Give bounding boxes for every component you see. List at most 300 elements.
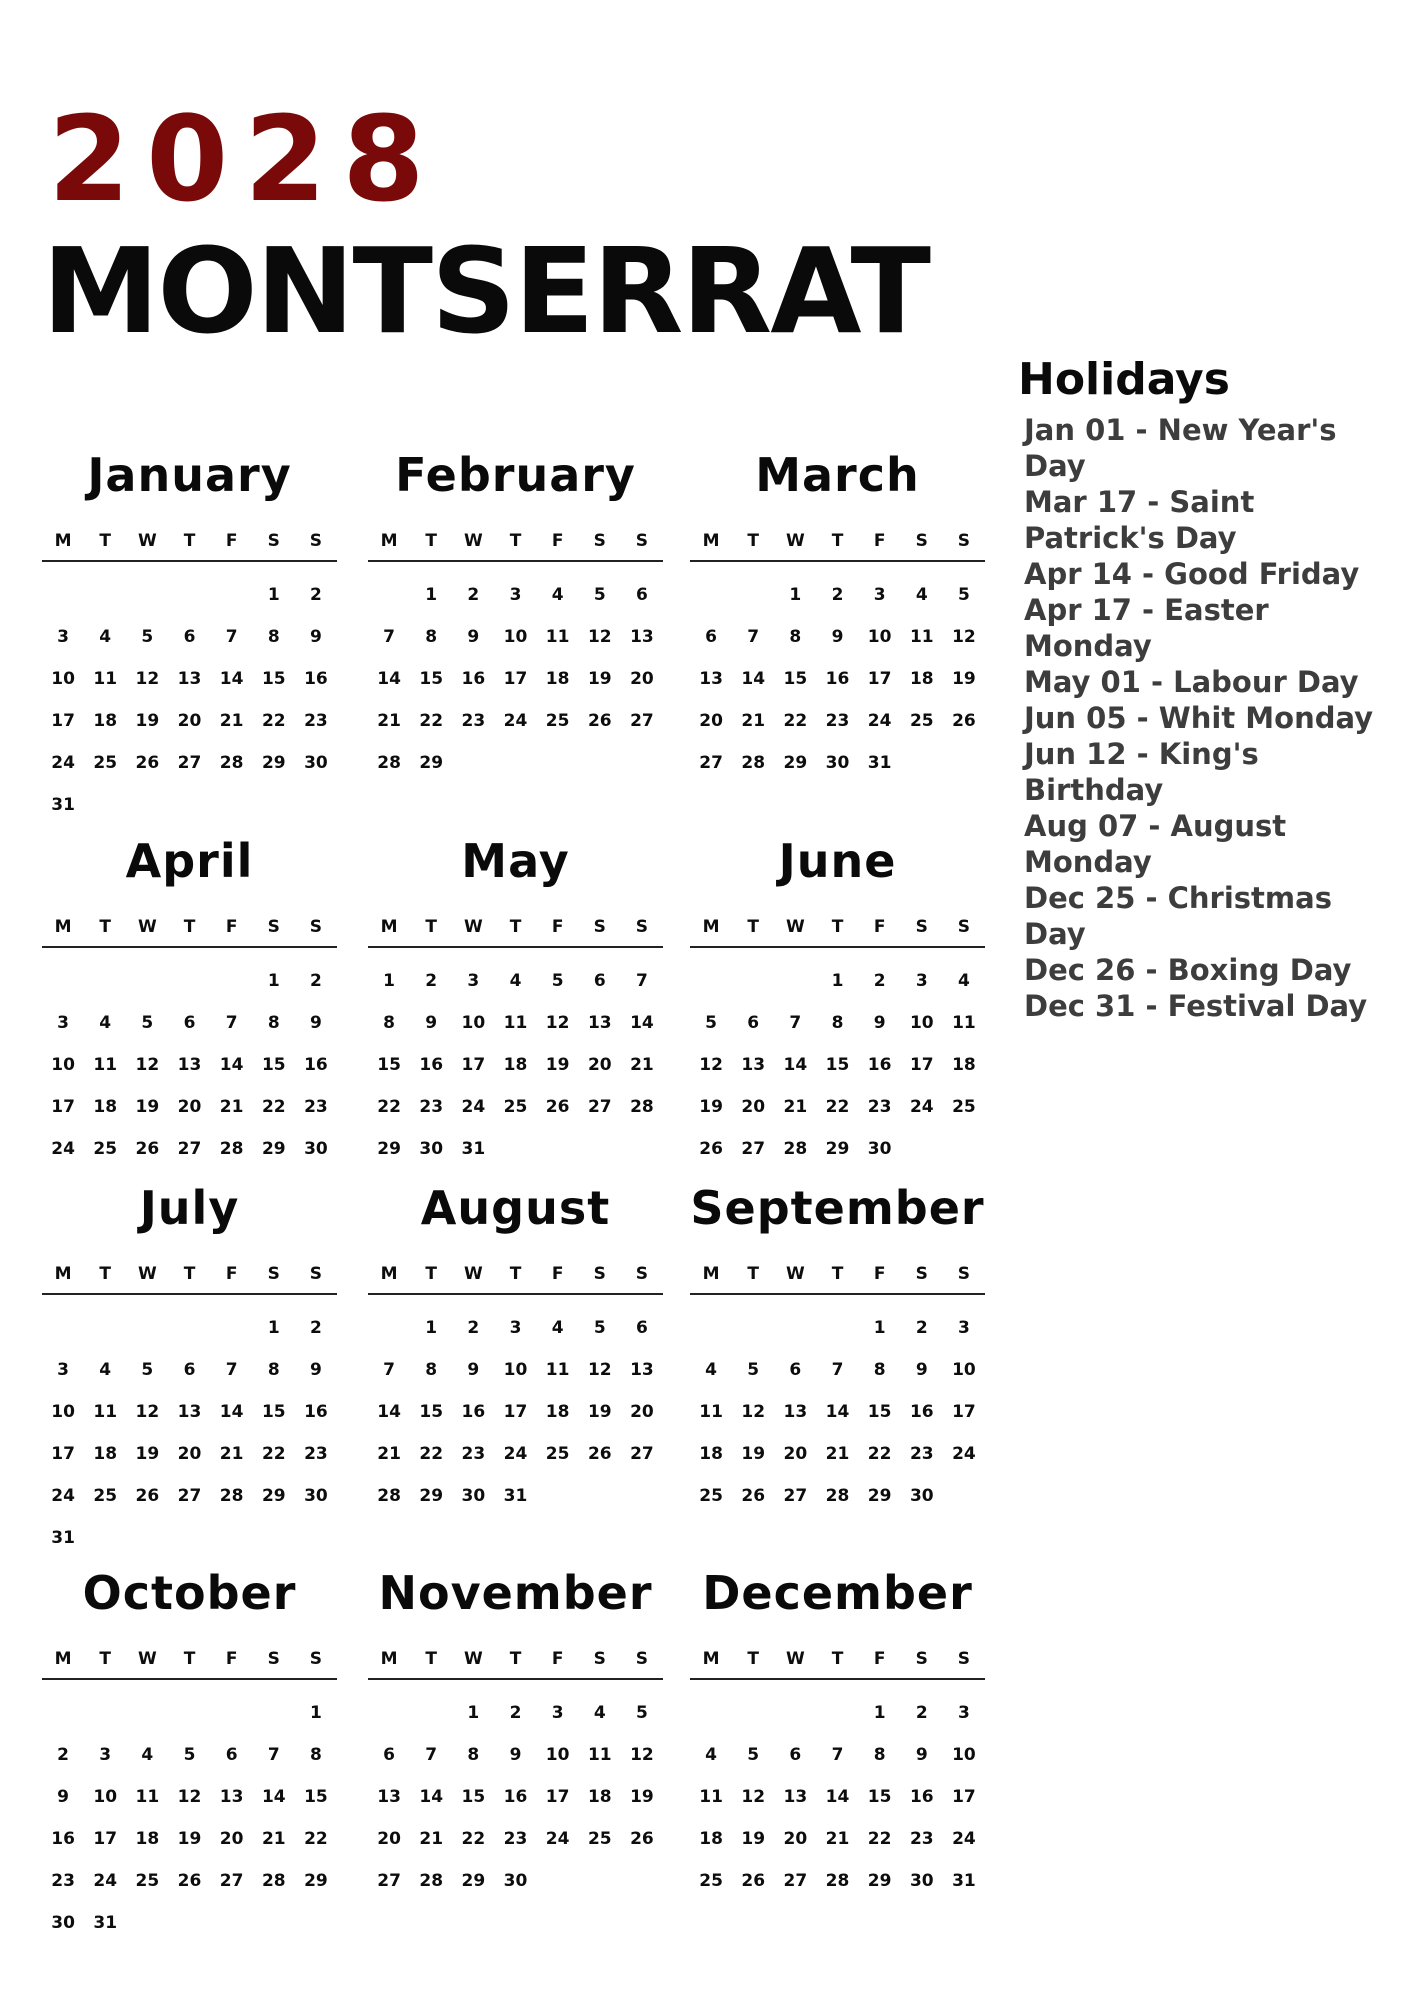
day-cell <box>537 1860 579 1902</box>
week-row <box>368 1818 663 1860</box>
day-cell: 29 <box>867 1871 892 1891</box>
day-cell: 23 <box>909 1444 934 1464</box>
week-row <box>368 742 663 784</box>
day-grid <box>368 960 663 1170</box>
day-cell: 31 <box>461 1139 486 1159</box>
day-cell: 2 <box>425 971 438 991</box>
holiday-item: Jun 05 - Whit Monday <box>1024 701 1374 735</box>
day-cell <box>84 574 126 616</box>
weekday-label: F <box>225 1264 238 1284</box>
day-cell <box>168 1692 210 1734</box>
day-cell: 4 <box>509 971 522 991</box>
weekday-label: S <box>915 917 928 937</box>
day-cell: 3 <box>57 1360 69 1380</box>
day-cell: 27 <box>377 1871 401 1891</box>
day-cell <box>452 742 494 784</box>
day-cell: 9 <box>915 1745 928 1765</box>
day-cell: 20 <box>699 711 723 731</box>
day-cell: 3 <box>915 971 928 991</box>
day-cell: 10 <box>545 1745 570 1765</box>
holiday-list <box>1024 412 1398 1024</box>
weekday-label: S <box>957 531 971 551</box>
day-cell: 18 <box>503 1055 528 1075</box>
day-cell <box>621 1860 663 1902</box>
holiday-item: May 01 - Labour Day <box>1024 665 1359 699</box>
calendar-year: 2028 <box>48 90 441 228</box>
day-cell: 9 <box>467 627 480 647</box>
week-row <box>42 1776 337 1818</box>
day-cell: 8 <box>873 1745 886 1765</box>
week-row <box>368 960 663 1002</box>
day-cell: 8 <box>267 627 280 647</box>
day-cell: 14 <box>377 1402 401 1422</box>
day-cell: 8 <box>425 1360 438 1380</box>
day-cell <box>774 1307 816 1349</box>
weekday-label: S <box>309 531 323 551</box>
day-cell <box>211 784 253 826</box>
day-cell <box>774 960 816 1002</box>
day-cell: 22 <box>419 1444 444 1464</box>
day-cell: 1 <box>789 585 802 605</box>
day-cell: 4 <box>593 1703 606 1723</box>
weekday-label: T <box>183 531 196 551</box>
day-cell: 27 <box>177 1486 202 1506</box>
day-cell <box>579 1860 621 1902</box>
month-name: July <box>139 1181 240 1235</box>
weekday-header <box>368 1648 663 1680</box>
day-cell: 6 <box>225 1745 238 1765</box>
weekday-label: F <box>873 917 886 937</box>
day-cell: 5 <box>593 585 606 605</box>
week-row <box>42 960 337 1002</box>
day-cell: 14 <box>419 1787 444 1807</box>
month-name: August <box>420 1181 611 1235</box>
day-cell: 12 <box>587 1360 612 1380</box>
week-row <box>690 1307 985 1349</box>
week-row <box>368 1349 663 1391</box>
day-cell <box>537 1128 579 1170</box>
weekday-label: T <box>425 1264 438 1284</box>
day-cell: 19 <box>135 1444 160 1464</box>
day-cell: 11 <box>93 669 118 689</box>
week-row <box>690 1818 985 1860</box>
holidays-title: Holidays <box>1018 354 1230 405</box>
weekday-label: W <box>137 1264 157 1284</box>
weekday-label: T <box>99 1264 112 1284</box>
day-cell: 17 <box>51 711 75 731</box>
weekday-header <box>368 916 663 948</box>
weekday-label: T <box>183 1649 196 1669</box>
day-cell <box>579 1128 621 1170</box>
day-cell: 27 <box>783 1486 808 1506</box>
day-cell: 29 <box>261 1486 286 1506</box>
day-cell: 8 <box>267 1360 280 1380</box>
day-cell: 28 <box>741 753 766 773</box>
weekday-label: M <box>380 531 398 551</box>
day-cell: 25 <box>952 1097 976 1117</box>
day-cell: 31 <box>51 795 75 815</box>
day-cell: 13 <box>587 1013 612 1033</box>
day-cell: 1 <box>267 585 280 605</box>
day-cell: 27 <box>219 1871 244 1891</box>
day-cell: 12 <box>135 669 160 689</box>
day-cell <box>295 1517 337 1559</box>
day-cell: 29 <box>261 1139 286 1159</box>
day-cell: 17 <box>867 669 892 689</box>
day-cell: 20 <box>219 1829 244 1849</box>
day-cell: 14 <box>783 1055 808 1075</box>
day-cell: 11 <box>545 627 570 647</box>
day-cell <box>579 742 621 784</box>
day-cell: 21 <box>825 1829 850 1849</box>
weekday-label: F <box>873 531 886 551</box>
day-cell: 25 <box>93 753 118 773</box>
holiday-item: Aug 07 - August Monday <box>1024 809 1287 879</box>
weekday-header <box>690 1263 985 1295</box>
day-cell: 9 <box>831 627 844 647</box>
day-cell: 19 <box>545 1055 570 1075</box>
day-cell <box>537 742 579 784</box>
day-cell: 16 <box>867 1055 892 1075</box>
day-cell <box>295 1902 337 1944</box>
day-cell: 25 <box>909 711 934 731</box>
day-cell: 18 <box>909 669 934 689</box>
day-cell: 18 <box>135 1829 160 1849</box>
weekday-label: M <box>380 1649 398 1669</box>
day-cell: 1 <box>425 1318 438 1338</box>
day-cell: 14 <box>630 1013 654 1033</box>
day-cell: 15 <box>377 1055 401 1075</box>
day-cell: 3 <box>957 1318 970 1338</box>
day-cell: 15 <box>419 1402 444 1422</box>
day-cell: 27 <box>177 1139 202 1159</box>
day-cell: 20 <box>377 1829 401 1849</box>
day-cell <box>42 960 84 1002</box>
day-cell: 12 <box>587 627 612 647</box>
day-cell: 10 <box>93 1787 118 1807</box>
weekday-header <box>42 530 337 562</box>
weekday-label: W <box>463 1264 483 1284</box>
day-cell: 8 <box>309 1745 322 1765</box>
day-cell: 17 <box>952 1402 976 1422</box>
weekday-label: S <box>309 1264 323 1284</box>
weekday-label: T <box>747 1264 760 1284</box>
day-cell: 23 <box>909 1829 934 1849</box>
week-row <box>42 1002 337 1044</box>
holiday-item: Apr 14 - Good Friday <box>1024 557 1360 591</box>
day-cell: 28 <box>825 1486 850 1506</box>
day-cell: 21 <box>261 1829 286 1849</box>
day-grid <box>368 1307 663 1517</box>
day-cell: 22 <box>783 711 808 731</box>
day-cell: 21 <box>219 1444 244 1464</box>
week-row <box>42 1517 337 1559</box>
day-cell: 29 <box>867 1486 892 1506</box>
week-row <box>42 742 337 784</box>
day-cell: 1 <box>309 1703 322 1723</box>
day-cell: 19 <box>741 1444 766 1464</box>
day-cell: 30 <box>909 1871 934 1891</box>
day-cell: 29 <box>825 1139 850 1159</box>
day-cell: 2 <box>309 585 322 605</box>
day-cell: 15 <box>261 669 286 689</box>
day-cell <box>621 742 663 784</box>
weekday-label: M <box>702 531 720 551</box>
weekday-label: S <box>635 1649 649 1669</box>
day-cell: 15 <box>304 1787 328 1807</box>
day-grid <box>690 574 985 784</box>
weekday-label: T <box>99 531 112 551</box>
day-cell: 12 <box>135 1402 160 1422</box>
day-cell: 9 <box>509 1745 522 1765</box>
day-cell <box>253 1692 295 1734</box>
week-row <box>690 616 985 658</box>
day-cell: 23 <box>304 711 328 731</box>
day-cell <box>42 1307 84 1349</box>
weekday-label: T <box>831 1649 844 1669</box>
weekday-label: W <box>785 1264 805 1284</box>
day-cell <box>211 574 253 616</box>
day-grid <box>368 574 663 784</box>
week-row <box>368 1307 663 1349</box>
day-cell: 15 <box>261 1055 286 1075</box>
day-cell: 24 <box>545 1829 570 1849</box>
day-cell: 24 <box>952 1829 976 1849</box>
day-cell: 26 <box>135 1486 160 1506</box>
day-cell: 22 <box>261 1097 286 1117</box>
weekday-header <box>42 1263 337 1295</box>
day-cell: 28 <box>783 1139 808 1159</box>
day-cell: 16 <box>503 1787 528 1807</box>
weekday-label: M <box>380 917 398 937</box>
day-cell <box>774 1692 816 1734</box>
day-cell: 4 <box>99 627 112 647</box>
day-grid <box>690 960 985 1170</box>
week-row <box>368 1433 663 1475</box>
day-cell: 14 <box>825 1402 850 1422</box>
day-cell: 23 <box>825 711 850 731</box>
day-cell: 4 <box>551 1318 564 1338</box>
day-cell: 8 <box>425 627 438 647</box>
day-cell: 14 <box>219 1055 244 1075</box>
weekday-label: S <box>309 917 323 937</box>
day-cell: 12 <box>699 1055 723 1075</box>
day-cell: 16 <box>304 1402 328 1422</box>
day-cell <box>253 1517 295 1559</box>
weekday-label: S <box>593 1264 606 1284</box>
day-cell: 19 <box>699 1097 723 1117</box>
day-cell: 1 <box>873 1703 886 1723</box>
day-cell: 23 <box>51 1871 75 1891</box>
day-cell: 17 <box>503 1402 528 1422</box>
day-cell: 3 <box>467 971 480 991</box>
week-row <box>42 1307 337 1349</box>
day-cell: 12 <box>630 1745 654 1765</box>
weekday-label: T <box>99 1649 112 1669</box>
day-cell <box>368 1692 410 1734</box>
day-cell: 5 <box>183 1745 196 1765</box>
day-cell <box>211 1517 253 1559</box>
day-cell: 20 <box>587 1055 612 1075</box>
day-cell: 17 <box>51 1097 75 1117</box>
day-cell: 8 <box>789 627 802 647</box>
week-row <box>690 960 985 1002</box>
day-cell: 15 <box>867 1787 892 1807</box>
day-cell: 24 <box>51 1139 75 1159</box>
week-row <box>690 574 985 616</box>
day-cell <box>690 960 732 1002</box>
week-row <box>42 1044 337 1086</box>
day-cell: 5 <box>747 1360 760 1380</box>
week-row <box>690 1044 985 1086</box>
day-cell: 12 <box>177 1787 202 1807</box>
day-cell: 27 <box>699 753 723 773</box>
week-row <box>42 1128 337 1170</box>
weekday-label: M <box>54 1649 72 1669</box>
day-cell: 7 <box>225 1360 238 1380</box>
day-cell: 9 <box>57 1787 69 1807</box>
day-cell: 25 <box>699 1871 723 1891</box>
weekday-label: S <box>957 917 971 937</box>
weekday-header <box>368 1263 663 1295</box>
day-cell: 19 <box>587 669 612 689</box>
weekday-label: W <box>785 917 805 937</box>
weekday-label: S <box>957 1649 971 1669</box>
day-cell: 4 <box>99 1013 112 1033</box>
day-cell: 9 <box>915 1360 928 1380</box>
day-cell: 24 <box>867 711 892 731</box>
day-cell: 3 <box>57 1013 69 1033</box>
week-row <box>368 574 663 616</box>
weekday-label: S <box>267 917 280 937</box>
day-cell: 9 <box>467 1360 480 1380</box>
day-cell: 27 <box>783 1871 808 1891</box>
day-cell <box>168 1307 210 1349</box>
day-cell: 15 <box>261 1402 286 1422</box>
week-row <box>690 1692 985 1734</box>
day-cell <box>943 1128 985 1170</box>
weekday-label: F <box>551 1649 564 1669</box>
day-cell: 19 <box>630 1787 654 1807</box>
day-cell: 13 <box>783 1787 808 1807</box>
day-cell: 31 <box>51 1528 75 1548</box>
day-cell <box>621 1475 663 1517</box>
day-cell: 8 <box>267 1013 280 1033</box>
day-cell: 10 <box>51 1055 75 1075</box>
day-cell: 11 <box>699 1787 723 1807</box>
day-cell: 17 <box>909 1055 934 1075</box>
week-row <box>368 1475 663 1517</box>
day-cell: 30 <box>461 1486 486 1506</box>
day-cell: 7 <box>225 1013 238 1033</box>
day-cell: 25 <box>93 1139 118 1159</box>
day-cell <box>295 784 337 826</box>
day-cell: 30 <box>304 753 328 773</box>
day-cell: 30 <box>304 1486 328 1506</box>
day-cell: 27 <box>630 711 654 731</box>
day-cell <box>579 1475 621 1517</box>
weekday-label: F <box>551 531 564 551</box>
day-cell: 26 <box>177 1871 202 1891</box>
weekday-label: T <box>509 1264 522 1284</box>
day-cell: 11 <box>135 1787 160 1807</box>
day-cell: 27 <box>741 1139 766 1159</box>
day-cell: 25 <box>545 711 570 731</box>
day-cell: 24 <box>909 1097 934 1117</box>
day-cell: 9 <box>309 627 322 647</box>
day-cell: 12 <box>135 1055 160 1075</box>
week-row <box>42 784 337 826</box>
day-cell: 30 <box>909 1486 934 1506</box>
day-cell: 22 <box>867 1444 892 1464</box>
day-cell: 10 <box>909 1013 934 1033</box>
day-cell: 24 <box>503 711 528 731</box>
day-cell: 8 <box>831 1013 844 1033</box>
day-cell: 30 <box>825 753 850 773</box>
day-cell: 23 <box>461 711 486 731</box>
day-cell: 7 <box>789 1013 802 1033</box>
month-name: September <box>690 1181 985 1235</box>
day-cell <box>168 1517 210 1559</box>
week-row <box>690 1349 985 1391</box>
day-grid <box>690 1692 985 1902</box>
day-cell: 2 <box>309 971 322 991</box>
day-cell: 25 <box>545 1444 570 1464</box>
day-cell: 15 <box>783 669 808 689</box>
day-cell: 8 <box>383 1013 395 1033</box>
week-row <box>42 1086 337 1128</box>
weekday-label: W <box>137 917 157 937</box>
day-cell: 12 <box>545 1013 570 1033</box>
day-cell <box>84 1692 126 1734</box>
weekday-label: F <box>551 917 564 937</box>
weekday-label: M <box>702 1649 720 1669</box>
week-row <box>368 1860 663 1902</box>
day-cell: 26 <box>135 1139 160 1159</box>
day-cell: 16 <box>304 669 328 689</box>
day-cell: 5 <box>141 1360 154 1380</box>
day-cell: 13 <box>219 1787 244 1807</box>
weekday-label: W <box>785 531 805 551</box>
day-cell: 1 <box>873 1318 886 1338</box>
day-cell: 3 <box>551 1703 564 1723</box>
day-cell: 22 <box>867 1829 892 1849</box>
day-cell: 17 <box>503 669 528 689</box>
day-cell: 21 <box>741 711 766 731</box>
month-name: June <box>778 834 897 888</box>
day-cell: 21 <box>419 1829 444 1849</box>
day-cell: 7 <box>747 627 760 647</box>
day-cell: 1 <box>831 971 844 991</box>
day-cell: 29 <box>304 1871 328 1891</box>
day-cell: 13 <box>630 627 654 647</box>
day-cell: 24 <box>51 753 75 773</box>
day-cell: 28 <box>419 1871 444 1891</box>
day-cell: 16 <box>304 1055 328 1075</box>
day-cell: 15 <box>461 1787 486 1807</box>
day-cell <box>943 1475 985 1517</box>
week-row <box>368 1734 663 1776</box>
day-cell: 9 <box>309 1360 322 1380</box>
day-cell: 11 <box>545 1360 570 1380</box>
day-cell: 10 <box>503 627 528 647</box>
day-cell: 20 <box>177 1444 202 1464</box>
day-cell <box>732 574 774 616</box>
weekday-label: W <box>463 917 483 937</box>
day-cell: 17 <box>461 1055 486 1075</box>
day-cell: 17 <box>952 1787 976 1807</box>
weekday-label: M <box>54 531 72 551</box>
